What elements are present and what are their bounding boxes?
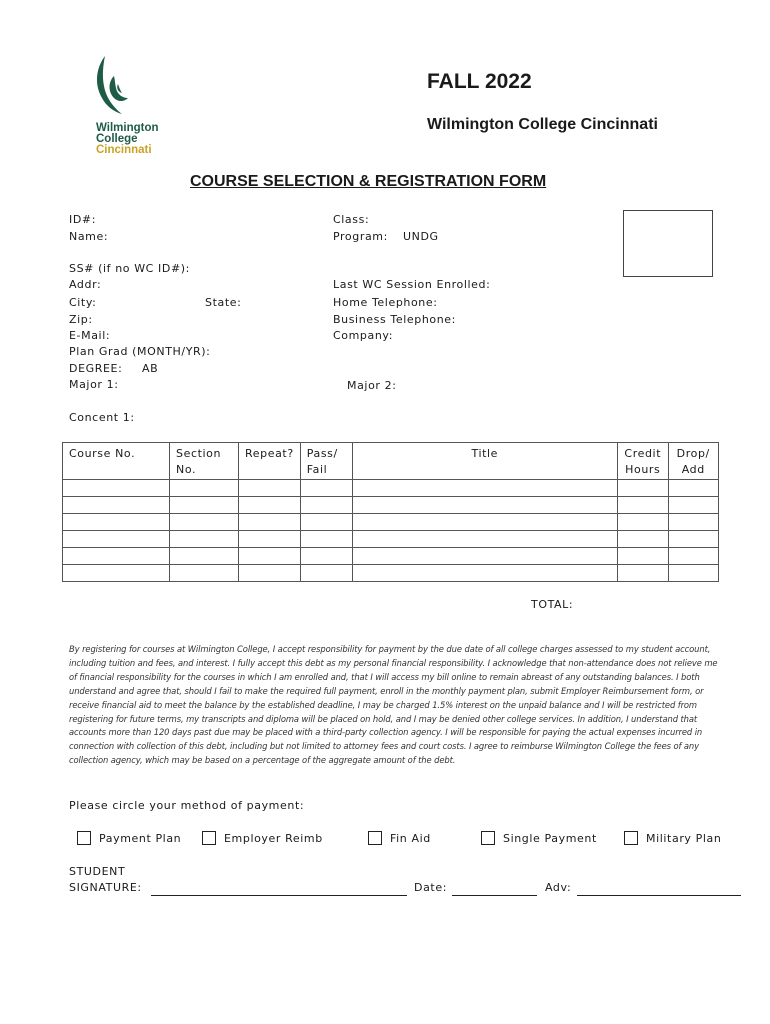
last-session-label: Last WC Session Enrolled: bbox=[333, 278, 491, 291]
term-heading: FALL 2022 bbox=[427, 70, 532, 93]
date-line[interactable] bbox=[452, 895, 537, 896]
plan-grad-label: Plan Grad (MONTH/YR): bbox=[69, 345, 211, 358]
photo-box bbox=[623, 210, 713, 277]
checkbox[interactable] bbox=[481, 831, 495, 845]
adv-line[interactable] bbox=[577, 895, 741, 896]
home-phone-label: Home Telephone: bbox=[333, 296, 438, 309]
name-label: Name: bbox=[69, 230, 109, 243]
table-row[interactable] bbox=[63, 565, 719, 582]
table-row[interactable] bbox=[63, 514, 719, 531]
payment-option-fin-aid[interactable] bbox=[368, 831, 431, 845]
date-label: Date: bbox=[414, 881, 447, 894]
table-header-row bbox=[63, 443, 719, 480]
major1-label: Major 1: bbox=[69, 378, 119, 391]
table-row[interactable] bbox=[63, 531, 719, 548]
table-row[interactable] bbox=[63, 548, 719, 565]
id-label: ID#: bbox=[69, 213, 97, 226]
payment-option-payment-plan[interactable] bbox=[77, 831, 181, 845]
state-label: State: bbox=[205, 296, 242, 309]
logo-text bbox=[96, 123, 159, 156]
zip-label: Zip: bbox=[69, 313, 93, 326]
logo-line-2: College bbox=[96, 133, 138, 145]
program-value: UNDG bbox=[403, 230, 439, 243]
business-phone-label: Business Telephone: bbox=[333, 313, 456, 326]
payment-option-label: Single Payment bbox=[503, 831, 597, 845]
email-label: E-Mail: bbox=[69, 329, 111, 342]
header-drop-add: Drop/ Add bbox=[668, 443, 718, 480]
checkbox[interactable] bbox=[77, 831, 91, 845]
class-label: Class: bbox=[333, 213, 370, 226]
table-row[interactable] bbox=[63, 480, 719, 497]
header-pass-fail: Pass/ Fail bbox=[300, 443, 352, 480]
degree-value: AB bbox=[142, 362, 159, 375]
header-course-no: Course No. bbox=[63, 443, 170, 480]
payment-responsibility-statement: By registering for courses at Wilmington College, I accept responsibility for payment by the due date of all college charges assessed to my student account, including tuition and fees, and interest. I fully accept this debt as my personal financial responsibility. I acknowledge that non-attendance does not relieve me of financial responsibility for the courses in which I am enrolled and, that I will access my bill online to remain abreast of any outstanding balances. I both understand and agree that, should I fail to make the required full payment, enroll in the monthly payment plan, submit Employer Reimbursement form, or receive financial aid to meet the balance by the established deadline, I may be charged 1.5% interest on the unpaid balance and I will be restricted from registering for future terms, my transcripts and diploma will be placed on hold, and I may be denied other college services. In addition, I understand that accounts more than 120 days past due may be placed with a third-party collection agency. I will be responsible for paying the actual expenses incurred in connection with collection of this debt, including but not limited to attorney fees and court costs. I agree to reimburse Wilmington College the fees of any collection agency, which may be based on a percentage of the aggregate amount of the debt. bbox=[69, 644, 718, 766]
payment-option-employer-reimb[interactable] bbox=[202, 831, 323, 845]
checkbox[interactable] bbox=[624, 831, 638, 845]
header-title: Title bbox=[352, 443, 617, 480]
city-label: City: bbox=[69, 296, 97, 309]
program-label: Program: bbox=[333, 230, 388, 243]
wilmington-logo-mark bbox=[92, 54, 132, 120]
payment-option-single-payment[interactable] bbox=[481, 831, 597, 845]
header-repeat: Repeat? bbox=[239, 443, 301, 480]
addr-label: Addr: bbox=[69, 278, 102, 291]
payment-prompt: Please circle your method of payment: bbox=[69, 799, 305, 812]
table-row[interactable] bbox=[63, 497, 719, 514]
school-heading: Wilmington College Cincinnati bbox=[427, 116, 658, 133]
payment-option-label: Fin Aid bbox=[390, 831, 431, 845]
logo-line-3: Cincinnati bbox=[96, 144, 152, 156]
payment-option-military-plan[interactable] bbox=[624, 831, 721, 845]
signature-label-line2: SIGNATURE: bbox=[69, 881, 142, 894]
concent1-label: Concent 1: bbox=[69, 411, 135, 424]
checkbox[interactable] bbox=[368, 831, 382, 845]
payment-option-label: Payment Plan bbox=[99, 831, 182, 845]
logo-line-1: Wilmington bbox=[96, 122, 159, 134]
header-credit-hours: Credit Hours bbox=[617, 443, 668, 480]
signature-line[interactable] bbox=[151, 895, 407, 896]
ssn-label: SS# (if no WC ID#): bbox=[69, 262, 190, 275]
signature-label-line1: STUDENT bbox=[69, 865, 126, 878]
payment-option-label: Military Plan bbox=[646, 831, 722, 845]
adv-label: Adv: bbox=[545, 881, 572, 894]
form-title: COURSE SELECTION & REGISTRATION FORM bbox=[190, 173, 547, 190]
course-table bbox=[62, 442, 719, 582]
total-label: TOTAL: bbox=[531, 598, 574, 611]
checkbox[interactable] bbox=[202, 831, 216, 845]
degree-label: DEGREE: bbox=[69, 362, 123, 375]
major2-label: Major 2: bbox=[347, 379, 397, 392]
payment-option-label: Employer Reimb bbox=[224, 831, 323, 845]
company-label: Company: bbox=[333, 329, 394, 342]
header-section-no: Section No. bbox=[170, 443, 239, 480]
